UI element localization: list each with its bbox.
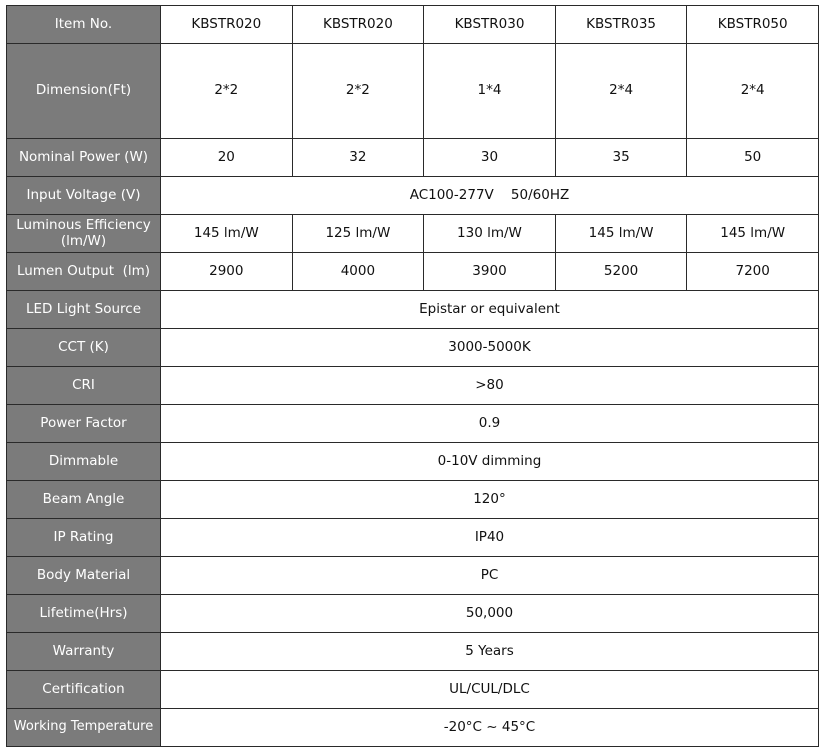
item-no-cell: KBSTR030 <box>424 6 556 44</box>
row-body-material <box>7 557 819 595</box>
row-label: CCT (K) <box>7 329 161 367</box>
row-luminous-efficiency <box>7 215 819 253</box>
lumen-cell: 2900 <box>161 253 293 291</box>
row-input-voltage <box>7 177 819 215</box>
row-label: LED Light Source <box>7 291 161 329</box>
dimension-cell: 1*4 <box>424 44 556 139</box>
row-label: Power Factor <box>7 405 161 443</box>
power-factor-value: 0.9 <box>161 405 819 443</box>
led-light-source-value: Epistar or equivalent <box>161 291 819 329</box>
item-no-cell: KBSTR050 <box>687 6 819 44</box>
row-led-light-source <box>7 291 819 329</box>
lifetime-value: 50,000 <box>161 595 819 633</box>
row-certification <box>7 671 819 709</box>
certification-value: UL/CUL/DLC <box>161 671 819 709</box>
row-cct <box>7 329 819 367</box>
working-temperature-value: -20°C ~ 45°C <box>161 709 819 747</box>
efficiency-cell: 145 lm/W <box>161 215 293 253</box>
item-no-cell: KBSTR020 <box>161 6 293 44</box>
row-ip-rating <box>7 519 819 557</box>
item-no-cell: KBSTR020 <box>292 6 424 44</box>
nominal-power-cell: 30 <box>424 139 556 177</box>
dimmable-value: 0-10V dimming <box>161 443 819 481</box>
row-working-temperature <box>7 709 819 747</box>
row-label: CRI <box>7 367 161 405</box>
row-label: Lifetime(Hrs) <box>7 595 161 633</box>
row-label: Input Voltage (V) <box>7 177 161 215</box>
nominal-power-cell: 50 <box>687 139 819 177</box>
row-label: Dimension(Ft) <box>7 44 161 139</box>
nominal-power-cell: 32 <box>292 139 424 177</box>
efficiency-cell: 145 lm/W <box>555 215 687 253</box>
row-label: Certification <box>7 671 161 709</box>
row-label: Item No. <box>7 6 161 44</box>
item-no-cell: KBSTR035 <box>555 6 687 44</box>
row-nominal-power <box>7 139 819 177</box>
lumen-cell: 7200 <box>687 253 819 291</box>
spec-table <box>6 5 819 747</box>
dimension-cell: 2*2 <box>161 44 293 139</box>
dimension-cell: 2*4 <box>687 44 819 139</box>
efficiency-cell: 145 lm/W <box>687 215 819 253</box>
efficiency-cell: 125 lm/W <box>292 215 424 253</box>
row-beam-angle <box>7 481 819 519</box>
efficiency-cell: 130 lm/W <box>424 215 556 253</box>
row-dimension <box>7 44 819 139</box>
cri-value: >80 <box>161 367 819 405</box>
row-label: Beam Angle <box>7 481 161 519</box>
nominal-power-cell: 35 <box>555 139 687 177</box>
warranty-value: 5 Years <box>161 633 819 671</box>
row-label: Body Material <box>7 557 161 595</box>
nominal-power-cell: 20 <box>161 139 293 177</box>
row-label: Working Temperature <box>7 709 161 747</box>
lumen-cell: 3900 <box>424 253 556 291</box>
input-voltage-value: AC100-277V 50/60HZ <box>161 177 819 215</box>
row-label: IP Rating <box>7 519 161 557</box>
row-dimmable <box>7 443 819 481</box>
row-label: Warranty <box>7 633 161 671</box>
row-label: Dimmable <box>7 443 161 481</box>
body-material-value: PC <box>161 557 819 595</box>
row-power-factor <box>7 405 819 443</box>
row-cri <box>7 367 819 405</box>
row-item-no <box>7 6 819 44</box>
row-label: Nominal Power (W) <box>7 139 161 177</box>
row-lumen-output <box>7 253 819 291</box>
row-label: Lumen Output (lm) <box>7 253 161 291</box>
cct-value: 3000-5000K <box>161 329 819 367</box>
dimension-cell: 2*2 <box>292 44 424 139</box>
row-label: Luminous Efficiency (lm/W) <box>7 215 161 253</box>
beam-angle-value: 120° <box>161 481 819 519</box>
lumen-cell: 4000 <box>292 253 424 291</box>
row-lifetime <box>7 595 819 633</box>
row-warranty <box>7 633 819 671</box>
ip-rating-value: IP40 <box>161 519 819 557</box>
dimension-cell: 2*4 <box>555 44 687 139</box>
lumen-cell: 5200 <box>555 253 687 291</box>
